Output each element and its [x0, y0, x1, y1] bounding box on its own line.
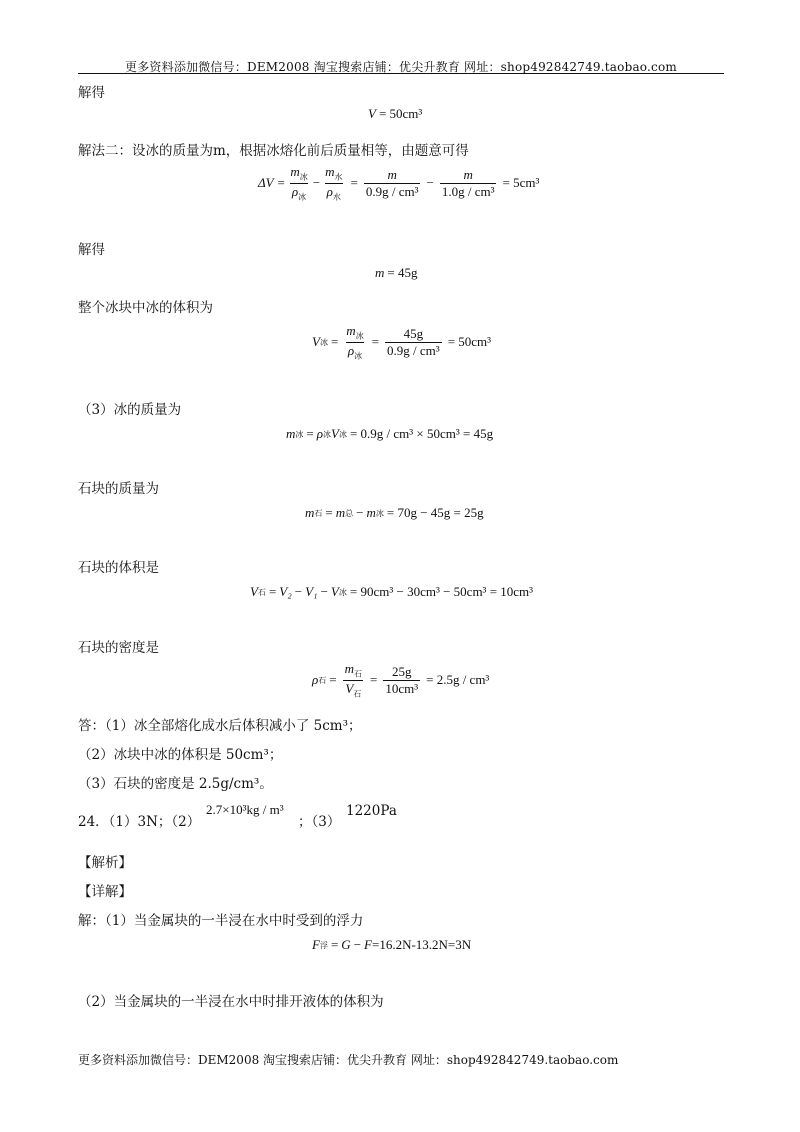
sub-stone-v8: 石	[353, 689, 362, 699]
header-rule	[78, 73, 724, 74]
frac-m-8: m	[344, 661, 354, 676]
sub-stone-m8: 石	[353, 669, 362, 679]
eq-stone-density	[312, 662, 492, 699]
eq-v-symbol: V	[368, 106, 376, 121]
text-jiede-2: 解得	[78, 242, 105, 258]
op-eq-8: =	[329, 672, 337, 688]
sub-water-2: 水	[332, 192, 341, 202]
frac-rho: ρ	[291, 183, 299, 199]
eq-v-ice7: V	[330, 584, 339, 599]
eq-ice-mass-rhs: = 0.9g / cm³ × 50cm³ = 45g	[349, 426, 494, 441]
op-minus-7: −	[294, 584, 303, 599]
op-minus: −	[312, 175, 321, 191]
eq-v1: V₁	[305, 584, 318, 599]
op-minus-10: −	[353, 937, 362, 952]
eq-m-stone: m	[305, 505, 315, 520]
eq-dv-result: = 5cm³	[502, 175, 540, 191]
eq-stone-vol-rhs: = 90cm³ − 30cm³ − 50cm³ = 10cm³	[349, 584, 534, 599]
eq-m-total: m	[335, 505, 346, 520]
eq-v-rhs: = 50cm³	[378, 106, 423, 121]
text-stone-mass: 石块的质量为	[78, 481, 159, 497]
op-eq-4: =	[330, 334, 339, 350]
sub-ice-v5: 冰	[338, 429, 347, 439]
sub-ice: 冰	[299, 172, 308, 182]
eq-dv-lhs: ΔV =	[258, 175, 286, 191]
page-header: 更多资料添加微信号：DEM2008 淘宝搜索店铺：优尖升教育 网址：shop492842749.taobao.com	[125, 60, 677, 74]
frac-45-09	[385, 327, 442, 357]
frac-v-8: V	[345, 680, 354, 696]
op-eq-5: =	[306, 426, 314, 441]
eq-v-ice: V	[312, 334, 320, 350]
frac-m-09	[364, 168, 421, 198]
text-jiexi: 【解析】	[78, 855, 132, 871]
frac-m-v-stone	[343, 662, 364, 699]
frac-rho-5: ρ	[347, 342, 355, 358]
sub-ice-v: 冰	[319, 337, 328, 347]
eq-m-symbol: m	[375, 265, 385, 280]
text-solution-2: （2）当金属块的一半浸在水中时排开液体的体积为	[78, 994, 384, 1010]
frac-den-09b: 0.9g / cm³	[387, 342, 440, 358]
sub-ice6: 冰	[375, 508, 384, 518]
sub-ice-rho5: 冰	[322, 429, 331, 439]
op-eq-6: =	[325, 505, 333, 520]
eq-q24-density-val: 2.7×10³kg / m³	[206, 802, 284, 817]
frac-m-rho-ice	[288, 165, 309, 202]
eq-v2: V₂	[279, 584, 292, 599]
eq-ice-volume	[312, 324, 494, 361]
op-eq-8b: =	[369, 672, 378, 688]
frac-num-25: 25g	[391, 664, 412, 680]
eq-m-ice6: m	[366, 505, 376, 520]
sub-stone7: 石	[257, 587, 266, 597]
frac-m-10	[440, 168, 497, 198]
eq-f: F	[364, 937, 372, 952]
text-q24-part-a: 24．（1）3N；（2）	[78, 814, 201, 830]
eq-density-result: = 2.5g / cm³	[426, 672, 490, 688]
eq-buoyancy-rhs: =16.2N-13.2N=3N	[371, 937, 472, 952]
eq-delta-v	[258, 165, 542, 202]
eq-m-ice: m	[286, 426, 296, 441]
frac-m-5: m	[346, 323, 356, 338]
eq-ice-v-result: = 50cm³	[447, 334, 492, 350]
frac-m-4: m	[463, 167, 473, 183]
frac-m-2: m	[325, 164, 335, 179]
op-eq: =	[350, 175, 358, 191]
eq-stone-mass	[305, 505, 487, 521]
sub-water: 水	[334, 172, 343, 182]
eq-q24-density	[206, 802, 284, 818]
eq-mass-result	[375, 265, 420, 281]
eq-m-rhs: = 45g	[387, 265, 418, 280]
text-answer-3: （3）石块的密度是 2.5g/cm³。	[78, 776, 273, 792]
text-whole-ice: 整个冰块中冰的体积为	[78, 300, 213, 316]
eq-f-buoy: F	[312, 937, 320, 952]
eq-ice-mass	[286, 426, 496, 442]
frac-rho-2: ρ	[326, 183, 333, 199]
op-minus-7b: −	[320, 584, 328, 599]
text-answer-1: 答：（1）冰全部熔化成水后体积减小了 5cm³；	[78, 718, 362, 734]
page-footer: 更多资料添加微信号：DEM2008 淘宝搜索店铺：优尖升教育 网址：shop492842749.taobao.com	[78, 1053, 619, 1067]
text-q3-ice-mass: （3）冰的质量为	[78, 402, 182, 418]
op-minus-2: −	[426, 175, 434, 191]
text-stone-density: 石块的密度是	[78, 640, 159, 656]
frac-m-rho	[344, 324, 365, 361]
text-q24-part-b: ；（3）	[298, 814, 341, 830]
eq-stone-volume	[250, 584, 536, 600]
eq-g: G	[341, 937, 351, 952]
eq-v-ice5: V	[330, 426, 339, 441]
text-answer-2: （2）冰块中冰的体积是 50cm³；	[78, 747, 283, 763]
eq-rho-stone: ρ	[312, 672, 319, 688]
sub-total: 总	[345, 508, 354, 518]
text-solution-1: 解：（1）当金属块的一半浸在水中时受到的浮力	[78, 913, 364, 929]
eq-rho-ice: ρ	[316, 426, 323, 441]
eq-v-stone: V	[250, 584, 258, 599]
eq-buoyancy	[312, 937, 471, 953]
op-minus-6: −	[356, 505, 364, 520]
sub-ice-2: 冰	[298, 192, 307, 202]
sub-stone: 石	[314, 508, 323, 518]
frac-m: m	[290, 164, 300, 179]
sub-ice-m5: 冰	[295, 429, 304, 439]
frac-den-10cm: 10cm³	[385, 680, 419, 696]
eq-volume-result	[368, 106, 425, 122]
text-stone-vol: 石块的体积是	[78, 560, 159, 576]
frac-num-45: 45g	[403, 326, 424, 342]
eq-stone-mass-rhs: = 70g − 45g = 25g	[386, 505, 484, 520]
sub-buoy: 浮	[319, 940, 328, 950]
op-eq-10: =	[330, 937, 339, 952]
frac-25-10	[383, 665, 420, 695]
frac-m-rho-water	[323, 165, 344, 202]
op-eq-7: =	[268, 584, 277, 599]
text-jiede-1: 解得	[78, 85, 105, 101]
frac-den-10: 1.0g / cm³	[441, 183, 495, 199]
sub-ice-rho: 冰	[354, 351, 363, 361]
sub-ice7: 冰	[338, 587, 347, 597]
frac-m-3: m	[387, 167, 397, 183]
text-method-2: 解法二：设冰的质量为m，根据冰熔化前后质量相等，由题意可得	[78, 143, 469, 159]
op-eq-4b: =	[371, 334, 380, 350]
text-q24-part-c: 1220Pa	[346, 803, 397, 819]
frac-den-09: 0.9g / cm³	[365, 183, 419, 199]
sub-stone8: 石	[318, 675, 327, 685]
sub-ice-m: 冰	[355, 331, 364, 341]
text-xiangjie: 【详解】	[78, 884, 132, 900]
